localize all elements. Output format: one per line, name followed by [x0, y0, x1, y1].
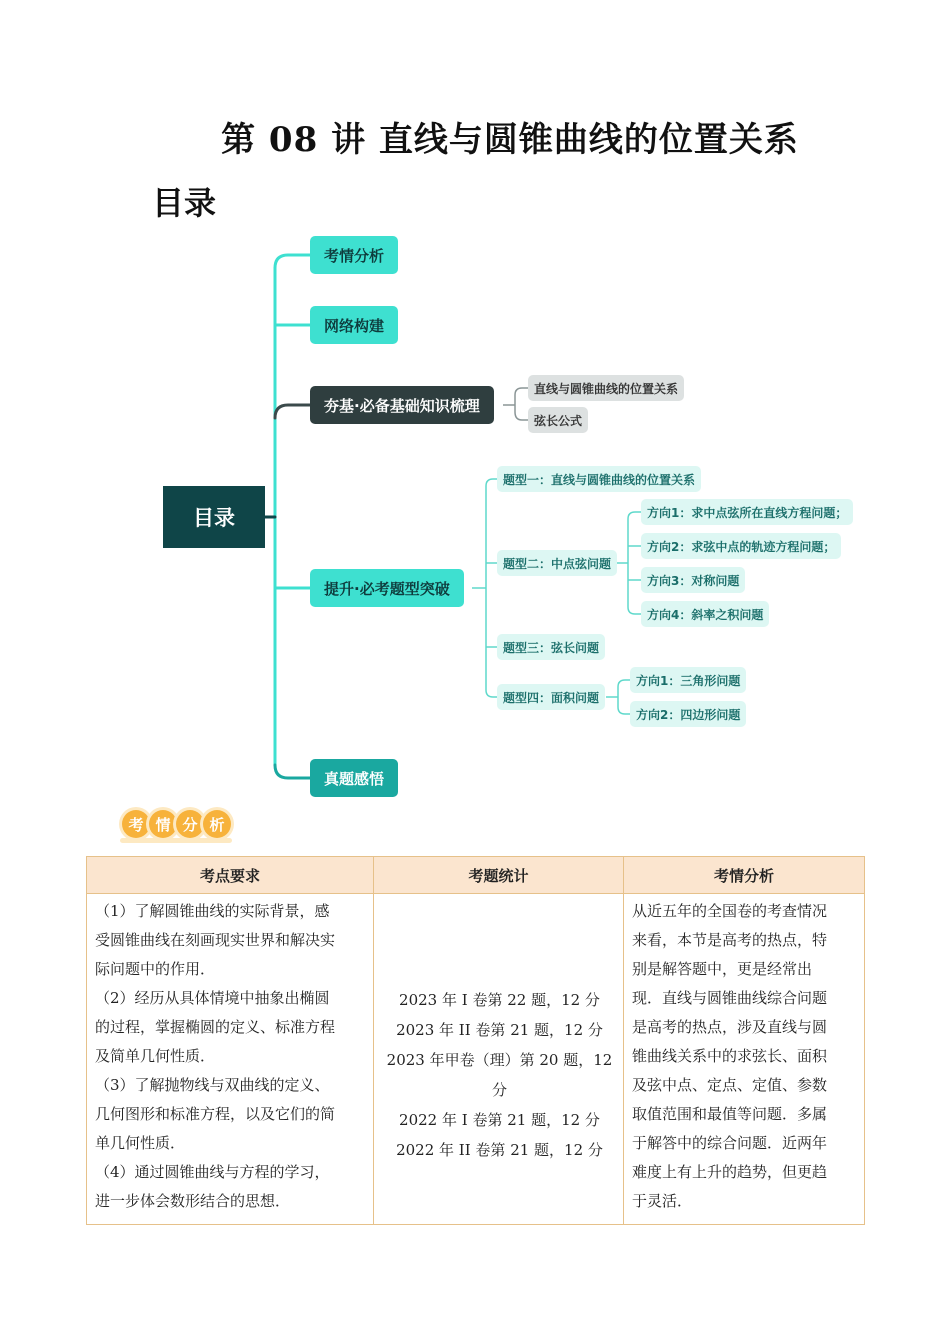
section-badge-char: 分: [176, 810, 204, 838]
toc-heading: 目录: [152, 184, 217, 222]
direction-node: 方向2：四边形问题: [630, 701, 746, 727]
header-analysis: 考情分析: [624, 857, 865, 894]
section-badge-char: 考: [122, 810, 150, 838]
direction-node: 方向2：求弦中点的轨迹方程问题；: [641, 533, 841, 559]
branch-zhenti: 真题感悟: [310, 759, 398, 797]
page-title: 第 08 讲 直线与圆锥曲线的位置关系: [221, 120, 799, 160]
direction-node: 方向1：三角形问题: [630, 667, 746, 693]
req-line: （1）了解圆锥曲线的实际背景，感: [95, 902, 330, 920]
analysis-line: 及弦中点、定点、定值、参数: [632, 1076, 828, 1094]
branch-kuaji: 夯基·必备基础知识梳理: [310, 386, 494, 424]
req-line: 受圆锥曲线在刻画现实世界和解决实: [95, 931, 336, 949]
type-node: 题型三：弦长问题: [497, 634, 605, 660]
analysis-line: 来看，本节是高考的热点，特: [632, 931, 828, 949]
analysis-cell: [624, 894, 865, 1225]
branch-kaoqing: 考情分析: [310, 236, 398, 274]
req-line: 及简单几何性质．: [95, 1047, 216, 1065]
requirements-cell: [87, 894, 374, 1225]
direction-node: 方向4：斜率之积问题: [641, 601, 769, 627]
analysis-line: 锥曲线关系中的求弦长、面积: [632, 1047, 828, 1065]
table-row: [87, 894, 865, 1225]
stats-cell: [374, 894, 624, 1225]
req-line: （3）了解抛物线与双曲线的定义、: [95, 1076, 330, 1094]
type-node: 题型一：直线与圆锥曲线的位置关系: [497, 466, 701, 492]
type-node: 题型二：中点弦问题: [497, 550, 617, 576]
req-line: 进一步体会数形结合的思想．: [95, 1192, 291, 1210]
analysis-line: 于灵活．: [632, 1192, 693, 1210]
branch-tisheng: 提升·必考题型突破: [310, 569, 464, 607]
kuaji-item: 直线与圆锥曲线的位置关系: [528, 375, 684, 401]
header-stats: 考题统计: [374, 857, 624, 894]
direction-node: 方向3：对称问题: [641, 567, 745, 593]
analysis-table: [86, 856, 865, 1225]
req-line: 单几何性质．: [95, 1134, 186, 1152]
stat-line: 2022 年 I 卷第 21 题，12 分: [399, 1111, 600, 1129]
req-line: （4）通过圆锥曲线与方程的学习，: [95, 1163, 330, 1181]
req-line: 几何图形和标准方程，以及它们的简: [95, 1105, 336, 1123]
stat-line: 2022 年 II 卷第 21 题，12 分: [396, 1141, 603, 1159]
req-line: 的过程，掌握椭圆的定义、标准方程: [95, 1018, 336, 1036]
header-requirements: 考点要求: [87, 857, 374, 894]
type-node: 题型四：面积问题: [497, 684, 605, 710]
mindmap-root: 目录: [163, 486, 265, 548]
direction-node: 方向1：求中点弦所在直线方程问题；: [641, 499, 853, 525]
analysis-line: 是高考的热点，涉及直线与圆: [632, 1018, 828, 1036]
badge-underline: [120, 838, 232, 843]
analysis-line: 从近五年的全国卷的考查情况: [632, 902, 828, 920]
stat-line: 2023 年 II 卷第 21 题，12 分: [396, 1021, 603, 1039]
stat-line: 2023 年 I 卷第 22 题，12 分: [399, 991, 600, 1009]
req-line: 际问题中的作用．: [95, 960, 216, 978]
section-badge-char: 析: [203, 810, 231, 838]
branch-wangluo: 网络构建: [310, 306, 398, 344]
section-badge-char: 情: [149, 810, 177, 838]
table-header-row: [87, 857, 865, 894]
analysis-line: 现．直线与圆锥曲线综合问题: [632, 989, 828, 1007]
stat-line: 2023 年甲卷（理）第 20 题，12 分: [386, 1051, 613, 1099]
analysis-line: 难度上有上升的趋势，但更趋: [632, 1163, 828, 1181]
kuaji-item: 弦长公式: [528, 407, 588, 433]
req-line: （2）经历从具体情境中抽象出椭圆: [95, 989, 330, 1007]
analysis-line: 取值范围和最值等问题．多属: [632, 1105, 828, 1123]
analysis-line: 于解答中的综合问题．近两年: [632, 1134, 828, 1152]
analysis-line: 别是解答题中，更是经常出: [632, 960, 813, 978]
